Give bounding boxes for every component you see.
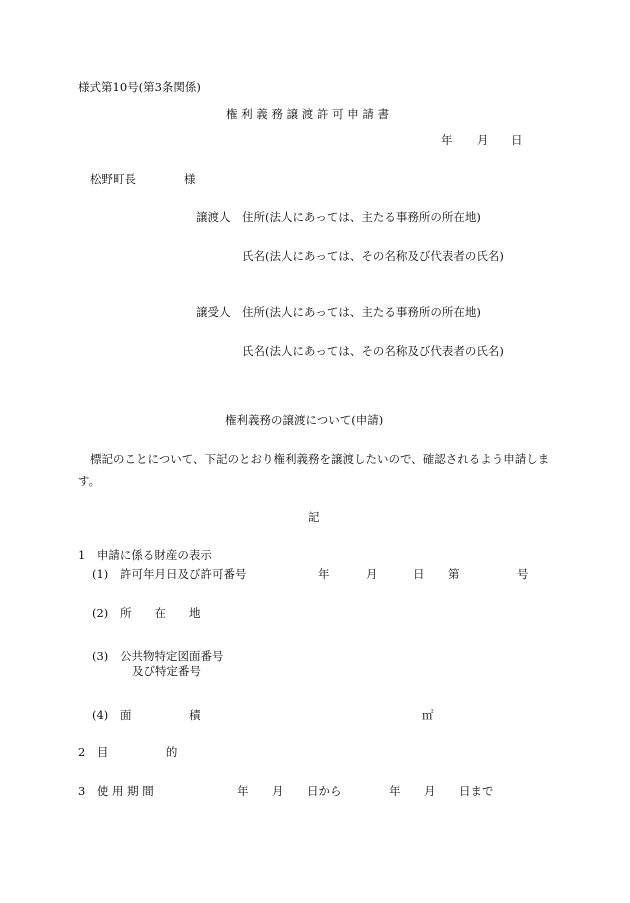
item1-number: (1) xyxy=(92,567,109,581)
item3-number: (3) xyxy=(92,649,109,663)
document-title: 権 利 義 務 譲 渡 許 可 申 請 書 xyxy=(226,107,390,121)
ki-heading: 記 xyxy=(308,510,320,524)
item4-number: (4) xyxy=(92,708,109,722)
date-month: 月 xyxy=(477,133,489,147)
period-from-year: 年 xyxy=(237,784,249,798)
assignor-label: 譲渡人 xyxy=(196,210,231,224)
assignor-address: 住所(法人にあっては、主たる事務所の所在地) xyxy=(242,210,481,224)
item1-dai: 第 xyxy=(448,567,460,581)
period-to-year: 年 xyxy=(389,784,401,798)
period-from-day: 日から xyxy=(307,784,342,798)
form-number: 様式第10号(第3条関係) xyxy=(78,80,201,94)
section1-heading: 1 申請に係る財産の表示 xyxy=(78,548,212,562)
addressee-name: 松野町長 xyxy=(90,172,136,186)
item3-label-line1: 公共物特定図面番号 xyxy=(120,649,224,663)
assignee-label: 譲受人 xyxy=(196,305,231,319)
item4-unit: ㎡ xyxy=(422,708,434,722)
section2-heading: 2 目 的 xyxy=(78,745,178,759)
date-day: 日 xyxy=(511,133,523,147)
item2-label: 所 在 地 xyxy=(120,606,201,620)
section3-heading: 3 使 用 期 間 xyxy=(78,784,154,798)
item4-label: 面 積 xyxy=(120,708,201,722)
body-paragraph: 標記のことについて、下記のとおり権利義務を譲渡したいので、確認されるよう申請します。 xyxy=(78,452,550,488)
item1-year: 年 xyxy=(318,567,330,581)
period-from-month: 月 xyxy=(272,784,284,798)
assignee-name: 氏名(法人にあっては、その名称及び代表者の氏名) xyxy=(242,344,504,358)
period-to-day: 日まで xyxy=(459,784,494,798)
addressee-honorific: 様 xyxy=(184,172,196,186)
item1-label: 許可年月日及び許可番号 xyxy=(120,567,247,581)
item3-label-line2: 及び特定番号 xyxy=(132,664,201,678)
date-year: 年 xyxy=(441,133,453,147)
assignor-name: 氏名(法人にあっては、その名称及び代表者の氏名) xyxy=(242,249,504,263)
period-to-month: 月 xyxy=(424,784,436,798)
item1-day: 日 xyxy=(413,567,425,581)
assignee-address: 住所(法人にあっては、主たる事務所の所在地) xyxy=(242,305,481,319)
item2-number: (2) xyxy=(92,606,109,620)
item1-go: 号 xyxy=(517,567,529,581)
item1-month: 月 xyxy=(366,567,378,581)
subject-line: 権利義務の譲渡について(申請) xyxy=(225,413,384,427)
